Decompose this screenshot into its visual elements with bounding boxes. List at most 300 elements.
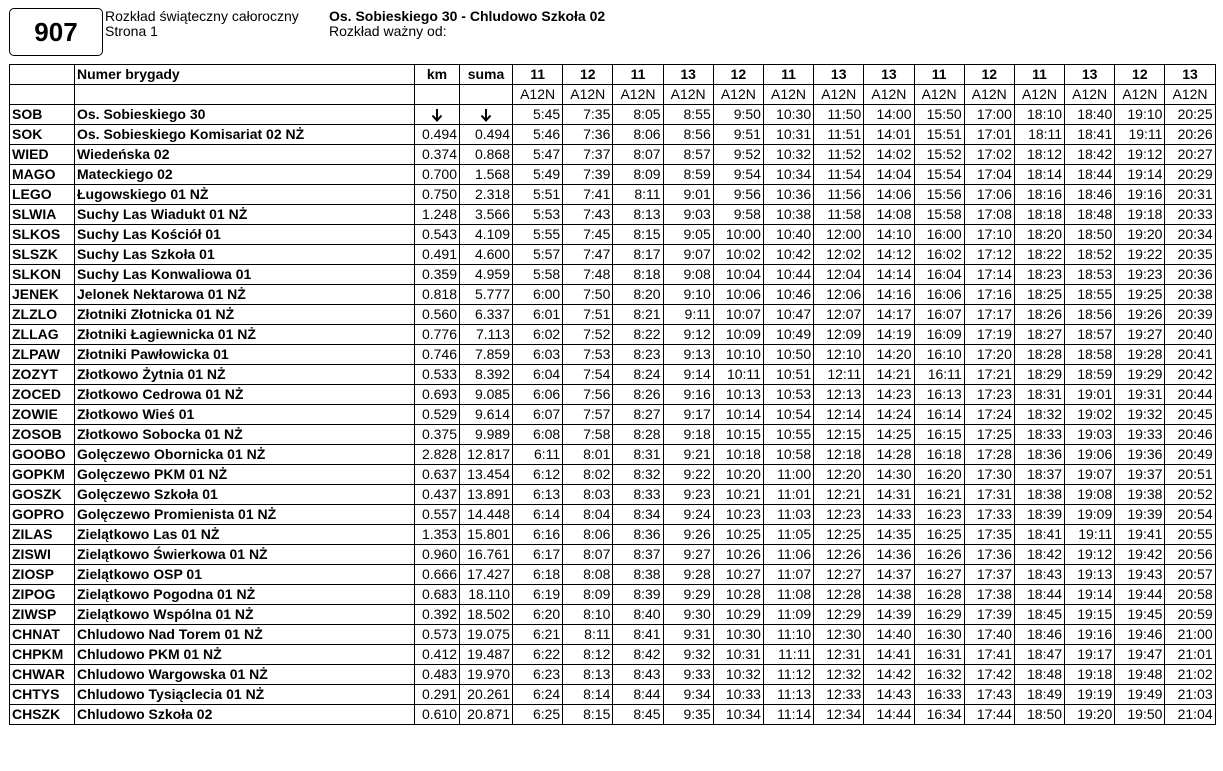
departure-time: 7:57 <box>563 405 613 425</box>
departure-time: 6:21 <box>513 625 563 645</box>
departure-time: 8:02 <box>563 465 613 485</box>
stop-code: ZIWSP <box>10 605 75 625</box>
departure-time: 9:32 <box>663 645 713 665</box>
stop-code: GOPRO <box>10 505 75 525</box>
departure-time: 8:32 <box>613 465 663 485</box>
departure-time: 8:27 <box>613 405 663 425</box>
departure-time: 8:42 <box>613 645 663 665</box>
departure-time: 7:48 <box>563 265 613 285</box>
departure-time: 16:20 <box>914 465 964 485</box>
departure-time: 16:31 <box>914 645 964 665</box>
departure-time: 19:26 <box>1115 305 1165 325</box>
stop-name: Chludowo Tysiąclecia 01 NŻ <box>75 685 415 705</box>
stop-cumulative-km: 0.494 <box>460 125 513 145</box>
brigade-number: 11 <box>914 65 964 85</box>
departure-time: 16:10 <box>914 345 964 365</box>
departure-time: 14:35 <box>864 525 914 545</box>
departure-time: 9:08 <box>663 265 713 285</box>
departure-time: 6:12 <box>513 465 563 485</box>
departure-time: 17:04 <box>964 165 1014 185</box>
departure-time: 12:07 <box>814 305 864 325</box>
departure-time: 21:00 <box>1165 625 1215 645</box>
stop-name: Golęczewo PKM 01 NŻ <box>75 465 415 485</box>
departure-time: 7:51 <box>563 305 613 325</box>
valid-from-label: Rozkład ważny od: <box>329 23 447 39</box>
departure-time: 20:45 <box>1165 405 1215 425</box>
departure-time: 14:20 <box>864 345 914 365</box>
variant-code: A12N <box>864 85 914 105</box>
departure-time: 14:40 <box>864 625 914 645</box>
variant-code: A12N <box>1115 85 1165 105</box>
stop-km: 1.353 <box>415 525 460 545</box>
departure-time: 8:26 <box>613 385 663 405</box>
departure-time: 10:30 <box>713 625 763 645</box>
departure-time: 20:59 <box>1165 605 1215 625</box>
departure-time: 8:41 <box>613 625 663 645</box>
departure-time: 11:56 <box>814 185 864 205</box>
departure-time: 14:10 <box>864 225 914 245</box>
departure-time: 8:45 <box>613 705 663 725</box>
stop-km: 0.483 <box>415 665 460 685</box>
departure-time: 19:33 <box>1115 425 1165 445</box>
stop-code: ZLLAG <box>10 325 75 345</box>
departure-time: 7:58 <box>563 425 613 445</box>
departure-time: 5:51 <box>513 185 563 205</box>
departure-time: 12:04 <box>814 265 864 285</box>
departure-time: 8:18 <box>613 265 663 285</box>
departure-time: 17:42 <box>964 665 1014 685</box>
stop-km: 0.818 <box>415 285 460 305</box>
stop-row <box>10 465 1216 485</box>
departure-time: 18:48 <box>1065 205 1115 225</box>
departure-time: 9:10 <box>663 285 713 305</box>
departure-time: 19:31 <box>1115 385 1165 405</box>
departure-time: 7:47 <box>563 245 613 265</box>
departure-time: 8:01 <box>563 445 613 465</box>
departure-time: 8:21 <box>613 305 663 325</box>
departure-time: 17:23 <box>964 385 1014 405</box>
departure-time: 9:26 <box>663 525 713 545</box>
stop-name: Złotniki Pawłowicka 01 <box>75 345 415 365</box>
departure-time: 18:36 <box>1014 445 1064 465</box>
down-arrow-icon <box>415 105 460 125</box>
departure-time: 6:17 <box>513 545 563 565</box>
stop-cumulative-km: 19.487 <box>460 645 513 665</box>
departure-time: 14:39 <box>864 605 914 625</box>
stop-km: 0.700 <box>415 165 460 185</box>
timetable <box>9 64 1216 725</box>
departure-time: 10:34 <box>763 165 813 185</box>
departure-time: 8:13 <box>613 205 663 225</box>
departure-time: 10:47 <box>763 305 813 325</box>
down-arrow-icon <box>460 105 513 125</box>
departure-time: 15:58 <box>914 205 964 225</box>
brigade-number: 12 <box>713 65 763 85</box>
stop-row <box>10 605 1216 625</box>
departure-time: 11:01 <box>763 485 813 505</box>
departure-time: 12:34 <box>814 705 864 725</box>
departure-time: 11:14 <box>763 705 813 725</box>
departure-time: 21:01 <box>1165 645 1215 665</box>
departure-time: 19:14 <box>1065 585 1115 605</box>
departure-time: 18:12 <box>1014 145 1064 165</box>
departure-time: 11:03 <box>763 505 813 525</box>
departure-time: 8:38 <box>613 565 663 585</box>
departure-time: 14:21 <box>864 365 914 385</box>
stop-km: 0.637 <box>415 465 460 485</box>
departure-time: 18:25 <box>1014 285 1064 305</box>
header-empty-cell <box>10 85 75 105</box>
departure-time: 14:06 <box>864 185 914 205</box>
departure-time: 18:46 <box>1014 625 1064 645</box>
stop-row <box>10 245 1216 265</box>
departure-time: 12:21 <box>814 485 864 505</box>
departure-time: 5:58 <box>513 265 563 285</box>
stop-km: 0.557 <box>415 505 460 525</box>
stop-cumulative-km: 9.989 <box>460 425 513 445</box>
departure-time: 17:01 <box>964 125 1014 145</box>
departure-time: 10:55 <box>763 425 813 445</box>
departure-time: 16:18 <box>914 445 964 465</box>
departure-time: 9:29 <box>663 585 713 605</box>
stop-code: LEGO <box>10 185 75 205</box>
stop-name: Zielątkowo Pogodna 01 NŻ <box>75 585 415 605</box>
stop-km: 0.533 <box>415 365 460 385</box>
departure-time: 9:50 <box>713 105 763 125</box>
departure-time: 18:38 <box>1014 485 1064 505</box>
variant-code: A12N <box>613 85 663 105</box>
departure-time: 16:11 <box>914 365 964 385</box>
variant-code: A12N <box>713 85 763 105</box>
stop-name: Os. Sobieskiego 30 <box>75 105 415 125</box>
departure-time: 19:46 <box>1115 625 1165 645</box>
stop-code: SLKOS <box>10 225 75 245</box>
departure-time: 18:39 <box>1014 505 1064 525</box>
departure-time: 21:04 <box>1165 705 1215 725</box>
departure-time: 18:41 <box>1065 125 1115 145</box>
stop-code: ZIOSP <box>10 565 75 585</box>
departure-time: 9:52 <box>713 145 763 165</box>
variant-code: A12N <box>914 85 964 105</box>
variant-code: A12N <box>814 85 864 105</box>
departure-time: 8:08 <box>563 565 613 585</box>
departure-time: 14:04 <box>864 165 914 185</box>
departure-time: 17:41 <box>964 645 1014 665</box>
stop-name: Chludowo Nad Torem 01 NŻ <box>75 625 415 645</box>
departure-time: 8:06 <box>563 525 613 545</box>
departure-time: 10:36 <box>763 185 813 205</box>
departure-time: 8:57 <box>663 145 713 165</box>
departure-time: 20:25 <box>1165 105 1215 125</box>
stop-cumulative-km: 15.801 <box>460 525 513 545</box>
departure-time: 12:18 <box>814 445 864 465</box>
departure-time: 14:24 <box>864 405 914 425</box>
departure-time: 18:37 <box>1014 465 1064 485</box>
departure-time: 10:49 <box>763 325 813 345</box>
departure-time: 20:36 <box>1165 265 1215 285</box>
departure-time: 14:44 <box>864 705 914 725</box>
departure-time: 5:45 <box>513 105 563 125</box>
stop-name: Suchy Las Kościół 01 <box>75 225 415 245</box>
departure-time: 7:39 <box>563 165 613 185</box>
stop-km: 1.248 <box>415 205 460 225</box>
stop-name: Złotkowo Wieś 01 <box>75 405 415 425</box>
stop-code: GOPKM <box>10 465 75 485</box>
stop-cumulative-km: 20.261 <box>460 685 513 705</box>
departure-time: 20:52 <box>1165 485 1215 505</box>
departure-time: 16:15 <box>914 425 964 445</box>
departure-time: 18:40 <box>1065 105 1115 125</box>
departure-time: 6:23 <box>513 665 563 685</box>
departure-time: 10:21 <box>713 485 763 505</box>
departure-time: 14:01 <box>864 125 914 145</box>
stop-km: 0.693 <box>415 385 460 405</box>
departure-time: 17:40 <box>964 625 1014 645</box>
departure-time: 16:28 <box>914 585 964 605</box>
stop-row <box>10 685 1216 705</box>
departure-time: 6:24 <box>513 685 563 705</box>
departure-time: 16:09 <box>914 325 964 345</box>
departure-time: 8:13 <box>563 665 613 685</box>
stop-name: Złotkowo Sobocka 01 NŻ <box>75 425 415 445</box>
departure-time: 18:29 <box>1014 365 1064 385</box>
departure-time: 9:27 <box>663 545 713 565</box>
route-title: Os. Sobieskiego 30 - Chludowo Szkoła 02 <box>329 8 606 24</box>
departure-time: 10:27 <box>713 565 763 585</box>
departure-time: 16:13 <box>914 385 964 405</box>
departure-time: 12:09 <box>814 325 864 345</box>
departure-time: 19:18 <box>1115 205 1165 225</box>
departure-time: 8:43 <box>613 665 663 685</box>
stop-code: ZILAS <box>10 525 75 545</box>
departure-time: 6:02 <box>513 325 563 345</box>
brigade-number: 13 <box>663 65 713 85</box>
stop-row <box>10 505 1216 525</box>
stop-code: CHNAT <box>10 625 75 645</box>
stop-code: ZISWI <box>10 545 75 565</box>
brigade-number: 11 <box>513 65 563 85</box>
departure-time: 18:58 <box>1065 345 1115 365</box>
stop-row <box>10 205 1216 225</box>
stop-row <box>10 165 1216 185</box>
stop-km: 0.494 <box>415 125 460 145</box>
header-empty-cell <box>460 85 513 105</box>
departure-time: 17:10 <box>964 225 1014 245</box>
departure-time: 9:28 <box>663 565 713 585</box>
departure-time: 9:14 <box>663 365 713 385</box>
departure-time: 20:46 <box>1165 425 1215 445</box>
departure-time: 18:20 <box>1014 225 1064 245</box>
departure-time: 19:25 <box>1115 285 1165 305</box>
departure-time: 19:36 <box>1115 445 1165 465</box>
departure-time: 19:20 <box>1115 225 1165 245</box>
departure-time: 19:10 <box>1115 105 1165 125</box>
stop-name: Golęczewo Obornicka 01 NŻ <box>75 445 415 465</box>
departure-time: 17:44 <box>964 705 1014 725</box>
departure-time: 7:53 <box>563 345 613 365</box>
departure-time: 6:04 <box>513 365 563 385</box>
departure-time: 12:32 <box>814 665 864 685</box>
departure-time: 17:19 <box>964 325 1014 345</box>
departure-time: 6:22 <box>513 645 563 665</box>
departure-time: 18:46 <box>1065 185 1115 205</box>
stop-cumulative-km: 7.113 <box>460 325 513 345</box>
stop-name: Zielątkowo Wspólna 01 NŻ <box>75 605 415 625</box>
departure-time: 18:42 <box>1065 145 1115 165</box>
departure-time: 5:55 <box>513 225 563 245</box>
departure-time: 7:52 <box>563 325 613 345</box>
departure-time: 10:58 <box>763 445 813 465</box>
stop-name: Golęczewo Promienista 01 NŻ <box>75 505 415 525</box>
stop-km: 0.437 <box>415 485 460 505</box>
stop-row <box>10 145 1216 165</box>
departure-time: 8:07 <box>563 545 613 565</box>
departure-time: 10:38 <box>763 205 813 225</box>
stop-name: Wiedeńska 02 <box>75 145 415 165</box>
departure-time: 19:12 <box>1065 545 1115 565</box>
stop-name: Suchy Las Szkoła 01 <box>75 245 415 265</box>
departure-time: 9:01 <box>663 185 713 205</box>
departure-time: 9:24 <box>663 505 713 525</box>
stop-cumulative-km: 13.454 <box>460 465 513 485</box>
departure-time: 14:38 <box>864 585 914 605</box>
stop-code: ZIPOG <box>10 585 75 605</box>
departure-time: 17:30 <box>964 465 1014 485</box>
departure-time: 12:26 <box>814 545 864 565</box>
departure-time: 6:00 <box>513 285 563 305</box>
departure-time: 10:04 <box>713 265 763 285</box>
departure-time: 10:34 <box>713 705 763 725</box>
departure-time: 16:33 <box>914 685 964 705</box>
departure-time: 12:28 <box>814 585 864 605</box>
departure-time: 9:56 <box>713 185 763 205</box>
stop-km: 0.960 <box>415 545 460 565</box>
stop-cumulative-km: 8.392 <box>460 365 513 385</box>
departure-time: 18:31 <box>1014 385 1064 405</box>
departure-time: 15:50 <box>914 105 964 125</box>
departure-time: 19:32 <box>1115 405 1165 425</box>
departure-time: 20:26 <box>1165 125 1215 145</box>
stop-row <box>10 545 1216 565</box>
stop-cumulative-km: 9.614 <box>460 405 513 425</box>
stop-cumulative-km: 18.502 <box>460 605 513 625</box>
departure-time: 14:16 <box>864 285 914 305</box>
departure-time: 14:33 <box>864 505 914 525</box>
departure-time: 12:25 <box>814 525 864 545</box>
departure-time: 6:03 <box>513 345 563 365</box>
stop-km: 0.374 <box>415 145 460 165</box>
variant-code: A12N <box>763 85 813 105</box>
departure-time: 9:16 <box>663 385 713 405</box>
departure-time: 8:11 <box>613 185 663 205</box>
departure-time: 20:56 <box>1165 545 1215 565</box>
departure-time: 19:09 <box>1065 505 1115 525</box>
departure-time: 17:16 <box>964 285 1014 305</box>
brigade-number: 13 <box>1165 65 1215 85</box>
departure-time: 6:13 <box>513 485 563 505</box>
stop-name: Golęczewo Szkoła 01 <box>75 485 415 505</box>
departure-time: 8:10 <box>563 605 613 625</box>
stop-code: SLKON <box>10 265 75 285</box>
departure-time: 18:27 <box>1014 325 1064 345</box>
stop-code: WIED <box>10 145 75 165</box>
brigade-number: 12 <box>964 65 1014 85</box>
departure-time: 20:40 <box>1165 325 1215 345</box>
stop-km: 0.683 <box>415 585 460 605</box>
departure-time: 18:56 <box>1065 305 1115 325</box>
departure-time: 19:23 <box>1115 265 1165 285</box>
departure-time: 9:11 <box>663 305 713 325</box>
departure-time: 20:41 <box>1165 345 1215 365</box>
stop-code: SLWIA <box>10 205 75 225</box>
departure-time: 12:11 <box>814 365 864 385</box>
departure-time: 19:03 <box>1065 425 1115 445</box>
brigade-number: 11 <box>763 65 813 85</box>
departure-time: 18:55 <box>1065 285 1115 305</box>
departure-time: 19:44 <box>1115 585 1165 605</box>
stop-row <box>10 185 1216 205</box>
departure-time: 17:24 <box>964 405 1014 425</box>
departure-time: 10:26 <box>713 545 763 565</box>
departure-time: 6:11 <box>513 445 563 465</box>
stop-code: ZOWIE <box>10 405 75 425</box>
departure-time: 10:31 <box>763 125 813 145</box>
departure-time: 18:32 <box>1014 405 1064 425</box>
departure-time: 9:23 <box>663 485 713 505</box>
stop-km: 0.746 <box>415 345 460 365</box>
stop-code: MAGO <box>10 165 75 185</box>
departure-time: 20:31 <box>1165 185 1215 205</box>
departure-time: 17:12 <box>964 245 1014 265</box>
stop-row <box>10 305 1216 325</box>
departure-time: 10:50 <box>763 345 813 365</box>
departure-time: 19:01 <box>1065 385 1115 405</box>
departure-time: 12:33 <box>814 685 864 705</box>
departure-time: 8:14 <box>563 685 613 705</box>
stop-code: ZLPAW <box>10 345 75 365</box>
stop-code: SOK <box>10 125 75 145</box>
departure-time: 17:31 <box>964 485 1014 505</box>
departure-time: 9:30 <box>663 605 713 625</box>
stop-row <box>10 525 1216 545</box>
departure-time: 17:14 <box>964 265 1014 285</box>
departure-time: 7:56 <box>563 385 613 405</box>
departure-time: 14:41 <box>864 645 914 665</box>
departure-time: 14:23 <box>864 385 914 405</box>
departure-time: 8:04 <box>563 505 613 525</box>
stop-cumulative-km: 18.110 <box>460 585 513 605</box>
departure-time: 8:07 <box>613 145 663 165</box>
departure-time: 10:13 <box>713 385 763 405</box>
departure-time: 19:42 <box>1115 545 1165 565</box>
departure-time: 9:07 <box>663 245 713 265</box>
departure-time: 19:20 <box>1065 705 1115 725</box>
departure-time: 11:52 <box>814 145 864 165</box>
departure-time: 14:42 <box>864 665 914 685</box>
departure-time: 12:02 <box>814 245 864 265</box>
departure-time: 19:38 <box>1115 485 1165 505</box>
stop-row <box>10 225 1216 245</box>
departure-time: 10:53 <box>763 385 813 405</box>
departure-time: 12:20 <box>814 465 864 485</box>
brigade-number: 11 <box>613 65 663 85</box>
departure-time: 18:42 <box>1014 545 1064 565</box>
departure-time: 18:44 <box>1065 165 1115 185</box>
schedule-name: Rozkład świąteczny całoroczny <box>105 8 299 24</box>
departure-time: 8:44 <box>613 685 663 705</box>
departure-time: 18:44 <box>1014 585 1064 605</box>
departure-time: 12:29 <box>814 605 864 625</box>
